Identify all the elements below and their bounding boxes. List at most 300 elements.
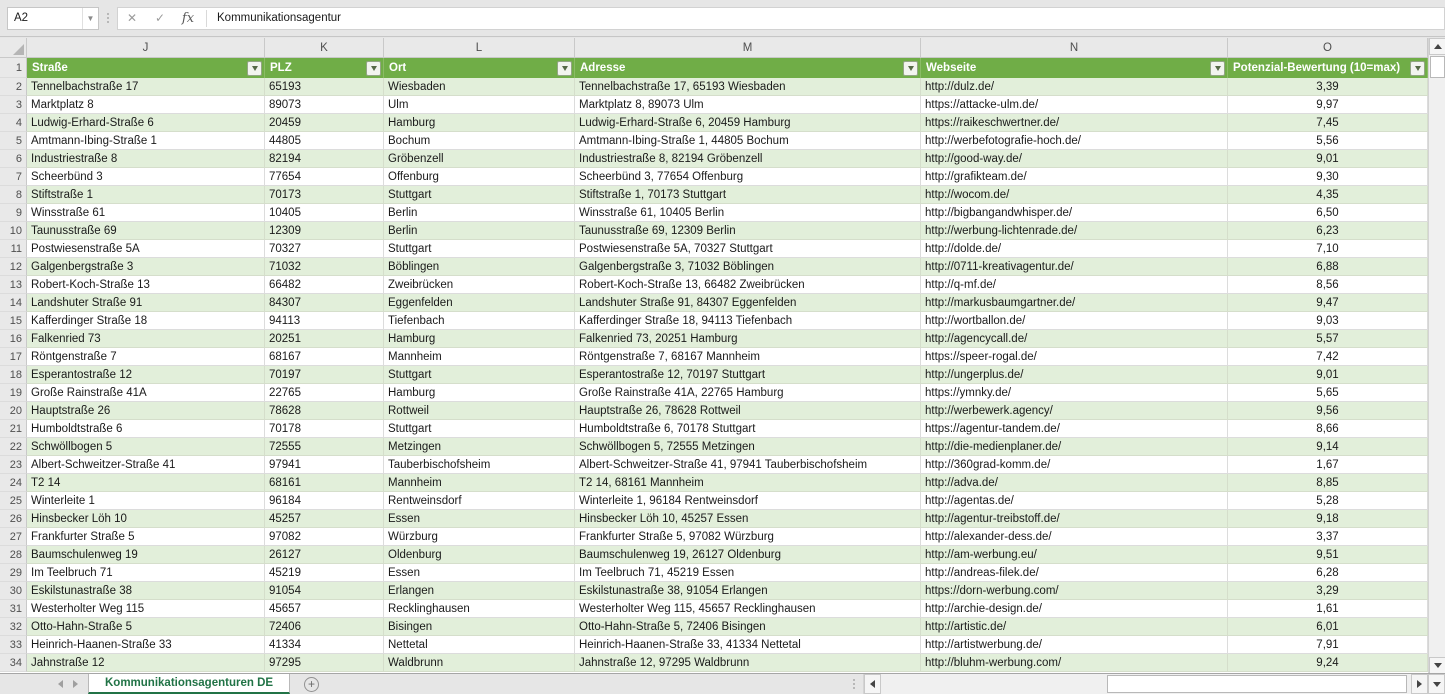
table-row xyxy=(0,384,1428,402)
row-header-20[interactable]: 20 xyxy=(0,402,27,420)
table-row xyxy=(0,546,1428,564)
cell-ort[interactable]: Rottweil xyxy=(384,402,575,420)
row-header-18[interactable]: 18 xyxy=(0,366,27,384)
horizontal-scrollbar-thumb[interactable] xyxy=(1107,675,1407,693)
cell-strasse[interactable]: Amtmann-Ibing-Straße 1 xyxy=(27,132,265,150)
row-header-26[interactable]: 26 xyxy=(0,510,27,528)
cell-strasse[interactable]: Westerholter Weg 115 xyxy=(27,600,265,618)
cell-plz[interactable]: 84307 xyxy=(265,294,384,312)
arrow-right-icon xyxy=(1417,680,1422,688)
scroll-up-button[interactable] xyxy=(1429,38,1445,55)
vertical-scrollbar[interactable] xyxy=(1428,38,1445,674)
scroll-down-button[interactable] xyxy=(1429,657,1445,674)
table-row xyxy=(0,474,1428,492)
cell-bewertung[interactable]: 5,56 xyxy=(1228,132,1428,150)
tab-bar-grip[interactable] xyxy=(853,674,855,694)
cell-plz[interactable]: 78628 xyxy=(265,402,384,420)
filter-arrow-icon xyxy=(562,66,568,71)
cell-webseite[interactable]: http://agentas.de/ xyxy=(921,492,1228,510)
cell-plz[interactable]: 20459 xyxy=(265,114,384,132)
cell-ort[interactable]: Hamburg xyxy=(384,384,575,402)
row-header-6[interactable]: 6 xyxy=(0,150,27,168)
cell-bewertung[interactable]: 6,50 xyxy=(1228,204,1428,222)
cell-strasse[interactable]: Falkenried 73 xyxy=(27,330,265,348)
column-header-O[interactable]: O xyxy=(1228,38,1428,58)
formula-bar-body xyxy=(117,7,1445,30)
cell-ort[interactable]: Erlangen xyxy=(384,582,575,600)
cell-adresse[interactable]: Humboldtstraße 6, 70178 Stuttgart xyxy=(575,420,921,438)
cell-plz[interactable]: 96184 xyxy=(265,492,384,510)
cell-strasse[interactable]: Albert-Schweitzer-Straße 41 xyxy=(27,456,265,474)
cell-adresse[interactable]: Winsstraße 61, 10405 Berlin xyxy=(575,204,921,222)
cell-webseite[interactable]: http://werbefotografie-hoch.de/ xyxy=(921,132,1228,150)
cell-bewertung[interactable]: 1,67 xyxy=(1228,456,1428,474)
table-header-cell[interactable] xyxy=(575,58,921,78)
cell-bewertung[interactable]: 7,42 xyxy=(1228,348,1428,366)
cell-adresse[interactable]: Schwöllbogen 5, 72555 Metzingen xyxy=(575,438,921,456)
cell-ort[interactable]: Würzburg xyxy=(384,528,575,546)
cell-webseite[interactable]: http://archie-design.de/ xyxy=(921,600,1228,618)
scroll-left-button[interactable] xyxy=(864,674,881,694)
cell-bewertung[interactable]: 7,10 xyxy=(1228,240,1428,258)
cell-strasse[interactable]: Im Teelbruch 71 xyxy=(27,564,265,582)
row-header-16[interactable]: 16 xyxy=(0,330,27,348)
cell-bewertung[interactable]: 3,39 xyxy=(1228,78,1428,96)
cell-ort[interactable]: Stuttgart xyxy=(384,186,575,204)
filter-dropdown-button[interactable] xyxy=(903,61,918,76)
horizontal-scrollbar-track[interactable] xyxy=(881,674,1411,694)
cell-webseite[interactable]: http://adva.de/ xyxy=(921,474,1228,492)
cell-ort[interactable]: Metzingen xyxy=(384,438,575,456)
cell-strasse[interactable]: Winterleite 1 xyxy=(27,492,265,510)
cell-webseite[interactable]: http://die-medienplaner.de/ xyxy=(921,438,1228,456)
column-header-J[interactable]: J xyxy=(27,38,265,58)
row-header-24[interactable]: 24 xyxy=(0,474,27,492)
cell-strasse[interactable]: Jahnstraße 12 xyxy=(27,654,265,672)
cell-bewertung[interactable]: 8,56 xyxy=(1228,276,1428,294)
table-row xyxy=(0,420,1428,438)
cell-adresse[interactable]: Postwiesenstraße 5A, 70327 Stuttgart xyxy=(575,240,921,258)
row-header-5[interactable]: 5 xyxy=(0,132,27,150)
scroll-down-corner-button[interactable] xyxy=(1428,674,1445,694)
row-header-9[interactable]: 9 xyxy=(0,204,27,222)
cell-bewertung[interactable]: 9,24 xyxy=(1228,654,1428,672)
cell-plz[interactable]: 70173 xyxy=(265,186,384,204)
cell-ort[interactable]: Mannheim xyxy=(384,348,575,366)
filter-dropdown-button[interactable] xyxy=(1410,61,1425,76)
row-header-27[interactable]: 27 xyxy=(0,528,27,546)
cell-strasse[interactable]: Baumschulenweg 19 xyxy=(27,546,265,564)
cell-adresse[interactable]: Hinsbecker Löh 10, 45257 Essen xyxy=(575,510,921,528)
cell-plz[interactable]: 20251 xyxy=(265,330,384,348)
cell-webseite[interactable]: https://dorn-werbung.com/ xyxy=(921,582,1228,600)
filter-dropdown-button[interactable] xyxy=(1210,61,1225,76)
cell-strasse[interactable]: Kafferdinger Straße 18 xyxy=(27,312,265,330)
row-header-11[interactable]: 11 xyxy=(0,240,27,258)
cell-strasse[interactable]: Große Rainstraße 41A xyxy=(27,384,265,402)
cell-webseite[interactable]: http://360grad-komm.de/ xyxy=(921,456,1228,474)
cell-bewertung[interactable]: 7,45 xyxy=(1228,114,1428,132)
cell-ort[interactable]: Rentweinsdorf xyxy=(384,492,575,510)
filter-dropdown-button[interactable] xyxy=(557,61,572,76)
cell-plz[interactable]: 72555 xyxy=(265,438,384,456)
cell-webseite[interactable]: http://agencycall.de/ xyxy=(921,330,1228,348)
cell-strasse[interactable]: Schwöllbogen 5 xyxy=(27,438,265,456)
cell-plz[interactable]: 41334 xyxy=(265,636,384,654)
cell-strasse[interactable]: Industriestraße 8 xyxy=(27,150,265,168)
cell-adresse[interactable]: Baumschulenweg 19, 26127 Oldenburg xyxy=(575,546,921,564)
cell-webseite[interactable]: http://wocom.de/ xyxy=(921,186,1228,204)
prev-sheet-icon[interactable] xyxy=(58,680,63,688)
cell-ort[interactable]: Stuttgart xyxy=(384,366,575,384)
row-header-29[interactable]: 29 xyxy=(0,564,27,582)
cell-plz[interactable]: 26127 xyxy=(265,546,384,564)
cell-bewertung[interactable]: 5,28 xyxy=(1228,492,1428,510)
cell-adresse[interactable]: Große Rainstraße 41A, 22765 Hamburg xyxy=(575,384,921,402)
cell-strasse[interactable]: Marktplatz 8 xyxy=(27,96,265,114)
cell-strasse[interactable]: Ludwig-Erhard-Straße 6 xyxy=(27,114,265,132)
cell-strasse[interactable]: Hauptstraße 26 xyxy=(27,402,265,420)
table-header-cell[interactable] xyxy=(27,58,265,78)
cell-strasse[interactable]: Röntgenstraße 7 xyxy=(27,348,265,366)
cell-adresse[interactable]: Tennelbachstraße 17, 65193 Wiesbaden xyxy=(575,78,921,96)
cell-adresse[interactable]: Im Teelbruch 71, 45219 Essen xyxy=(575,564,921,582)
filter-arrow-icon xyxy=(1415,66,1421,71)
row-header-25[interactable]: 25 xyxy=(0,492,27,510)
row-header-7[interactable]: 7 xyxy=(0,168,27,186)
cell-adresse[interactable]: Albert-Schweitzer-Straße 41, 97941 Tauberbischofsheim xyxy=(575,456,921,474)
cell-strasse[interactable]: Landshuter Straße 91 xyxy=(27,294,265,312)
table-row xyxy=(0,366,1428,384)
cell-webseite[interactable]: https://raikeschwertner.de/ xyxy=(921,114,1228,132)
table-row xyxy=(0,204,1428,222)
cell-plz[interactable]: 97941 xyxy=(265,456,384,474)
cell-bewertung[interactable]: 6,88 xyxy=(1228,258,1428,276)
cell-plz[interactable]: 71032 xyxy=(265,258,384,276)
filter-arrow-icon xyxy=(908,66,914,71)
row-header-30[interactable]: 30 xyxy=(0,582,27,600)
cell-adresse[interactable]: Kafferdinger Straße 18, 94113 Tiefenbach xyxy=(575,312,921,330)
row-header-34[interactable]: 34 xyxy=(0,654,27,672)
cell-plz[interactable]: 82194 xyxy=(265,150,384,168)
cell-strasse[interactable]: Hinsbecker Löh 10 xyxy=(27,510,265,528)
cell-webseite[interactable]: http://grafikteam.de/ xyxy=(921,168,1228,186)
cell-adresse[interactable]: Industriestraße 8, 82194 Gröbenzell xyxy=(575,150,921,168)
row-header-2[interactable]: 2 xyxy=(0,78,27,96)
cell-bewertung[interactable]: 6,28 xyxy=(1228,564,1428,582)
row-header-23[interactable]: 23 xyxy=(0,456,27,474)
cell-bewertung[interactable]: 3,29 xyxy=(1228,582,1428,600)
cell-strasse[interactable]: Stiftstraße 1 xyxy=(27,186,265,204)
row-header-15[interactable]: 15 xyxy=(0,312,27,330)
cell-adresse[interactable]: Röntgenstraße 7, 68167 Mannheim xyxy=(575,348,921,366)
cell-bewertung[interactable]: 1,61 xyxy=(1228,600,1428,618)
cell-adresse[interactable]: Landshuter Straße 91, 84307 Eggenfelden xyxy=(575,294,921,312)
cell-ort[interactable]: Bisingen xyxy=(384,618,575,636)
arrow-up-icon xyxy=(1434,44,1442,49)
cell-adresse[interactable]: Taunusstraße 69, 12309 Berlin xyxy=(575,222,921,240)
cell-ort[interactable]: Mannheim xyxy=(384,474,575,492)
cell-plz[interactable]: 97082 xyxy=(265,528,384,546)
cell-ort[interactable]: Eggenfelden xyxy=(384,294,575,312)
row-header-19[interactable]: 19 xyxy=(0,384,27,402)
row-header-22[interactable]: 22 xyxy=(0,438,27,456)
row-header-3[interactable]: 3 xyxy=(0,96,27,114)
cell-strasse[interactable]: Eskilstunastraße 38 xyxy=(27,582,265,600)
table-row xyxy=(0,618,1428,636)
cell-adresse[interactable]: Amtmann-Ibing-Straße 1, 44805 Bochum xyxy=(575,132,921,150)
cell-bewertung[interactable]: 7,91 xyxy=(1228,636,1428,654)
cell-adresse[interactable]: Westerholter Weg 115, 45657 Recklinghausen xyxy=(575,600,921,618)
cell-ort[interactable]: Essen xyxy=(384,564,575,582)
cell-webseite[interactable]: https://attacke-ulm.de/ xyxy=(921,96,1228,114)
cell-adresse[interactable]: Marktplatz 8, 89073 Ulm xyxy=(575,96,921,114)
cell-plz[interactable]: 97295 xyxy=(265,654,384,672)
cell-ort[interactable]: Berlin xyxy=(384,222,575,240)
column-header-K[interactable]: K xyxy=(265,38,384,58)
cell-ort[interactable]: Stuttgart xyxy=(384,240,575,258)
cell-ort[interactable]: Tauberbischofsheim xyxy=(384,456,575,474)
cell-ort[interactable]: Hamburg xyxy=(384,114,575,132)
cell-bewertung[interactable]: 9,30 xyxy=(1228,168,1428,186)
cell-webseite[interactable]: http://dolde.de/ xyxy=(921,240,1228,258)
cell-ort[interactable]: Berlin xyxy=(384,204,575,222)
filter-arrow-icon xyxy=(371,66,377,71)
cell-webseite[interactable]: http://ungerplus.de/ xyxy=(921,366,1228,384)
cell-ort[interactable]: Essen xyxy=(384,510,575,528)
cell-adresse[interactable]: Scheerbünd 3, 77654 Offenburg xyxy=(575,168,921,186)
filter-dropdown-button[interactable] xyxy=(366,61,381,76)
cell-adresse[interactable]: Eskilstunastraße 38, 91054 Erlangen xyxy=(575,582,921,600)
cell-bewertung[interactable]: 9,18 xyxy=(1228,510,1428,528)
formula-bar-grip xyxy=(99,7,117,30)
vertical-scrollbar-thumb[interactable] xyxy=(1430,56,1445,78)
cell-ort[interactable]: Nettetal xyxy=(384,636,575,654)
cell-strasse[interactable]: Winsstraße 61 xyxy=(27,204,265,222)
new-sheet-button[interactable]: + xyxy=(304,677,319,692)
cell-plz[interactable]: 72406 xyxy=(265,618,384,636)
cell-strasse[interactable]: Robert-Koch-Straße 13 xyxy=(27,276,265,294)
cell-strasse[interactable]: Humboldtstraße 6 xyxy=(27,420,265,438)
row-header-14[interactable]: 14 xyxy=(0,294,27,312)
cell-ort[interactable]: Stuttgart xyxy=(384,420,575,438)
row-header-31[interactable]: 31 xyxy=(0,600,27,618)
row-header-12[interactable]: 12 xyxy=(0,258,27,276)
row-header-17[interactable]: 17 xyxy=(0,348,27,366)
cell-ort[interactable]: Hamburg xyxy=(384,330,575,348)
table-header-cell[interactable] xyxy=(921,58,1228,78)
cell-webseite[interactable]: http://good-way.de/ xyxy=(921,150,1228,168)
column-header-L[interactable]: L xyxy=(384,38,575,58)
column-header-N[interactable]: N xyxy=(921,38,1228,58)
cell-bewertung[interactable]: 3,37 xyxy=(1228,528,1428,546)
cell-plz[interactable]: 70178 xyxy=(265,420,384,438)
cell-bewertung[interactable]: 6,01 xyxy=(1228,618,1428,636)
cell-strasse[interactable]: Otto-Hahn-Straße 5 xyxy=(27,618,265,636)
cell-webseite[interactable]: http://am-werbung.eu/ xyxy=(921,546,1228,564)
cell-ort[interactable]: Waldbrunn xyxy=(384,654,575,672)
cell-strasse[interactable]: Galgenbergstraße 3 xyxy=(27,258,265,276)
cell-webseite[interactable]: https://ymnky.de/ xyxy=(921,384,1228,402)
row-header-28[interactable]: 28 xyxy=(0,546,27,564)
table-row xyxy=(0,114,1428,132)
cell-ort[interactable]: Recklinghausen xyxy=(384,600,575,618)
cell-bewertung[interactable]: 9,03 xyxy=(1228,312,1428,330)
cell-bewertung[interactable]: 9,14 xyxy=(1228,438,1428,456)
cell-adresse[interactable]: Galgenbergstraße 3, 71032 Böblingen xyxy=(575,258,921,276)
table-row xyxy=(0,222,1428,240)
row-header-1[interactable]: 1 xyxy=(0,58,27,78)
table-row xyxy=(0,456,1428,474)
cell-webseite[interactable]: http://artistwerbung.de/ xyxy=(921,636,1228,654)
cell-adresse[interactable]: T2 14, 68161 Mannheim xyxy=(575,474,921,492)
cell-webseite[interactable]: http://agentur-treibstoff.de/ xyxy=(921,510,1228,528)
cell-bewertung[interactable]: 8,66 xyxy=(1228,420,1428,438)
insert-function-icon[interactable]: fx xyxy=(181,10,195,26)
cell-adresse[interactable]: Falkenried 73, 20251 Hamburg xyxy=(575,330,921,348)
cell-adresse[interactable]: Frankfurter Straße 5, 97082 Würzburg xyxy=(575,528,921,546)
cell-adresse[interactable]: Heinrich-Haanen-Straße 33, 41334 Nettetal xyxy=(575,636,921,654)
table-row xyxy=(0,564,1428,582)
cell-strasse[interactable]: Scheerbünd 3 xyxy=(27,168,265,186)
cell-plz[interactable]: 45257 xyxy=(265,510,384,528)
table-header-label: Webseite xyxy=(926,62,977,74)
cell-plz[interactable]: 70327 xyxy=(265,240,384,258)
formula-bar xyxy=(0,0,1445,37)
cell-webseite[interactable]: http://wortballon.de/ xyxy=(921,312,1228,330)
row-header-21[interactable]: 21 xyxy=(0,420,27,438)
cell-plz[interactable]: 68161 xyxy=(265,474,384,492)
cell-strasse[interactable]: Postwiesenstraße 5A xyxy=(27,240,265,258)
cell-bewertung[interactable]: 9,51 xyxy=(1228,546,1428,564)
cell-ort[interactable]: Offenburg xyxy=(384,168,575,186)
row-header-32[interactable]: 32 xyxy=(0,618,27,636)
cell-webseite[interactable]: http://bigbangandwhisper.de/ xyxy=(921,204,1228,222)
cell-ort[interactable]: Bochum xyxy=(384,132,575,150)
cell-webseite[interactable]: http://werbewerk.agency/ xyxy=(921,402,1228,420)
cell-webseite[interactable]: http://q-mf.de/ xyxy=(921,276,1228,294)
cell-adresse[interactable]: Esperantostraße 12, 70197 Stuttgart xyxy=(575,366,921,384)
cell-bewertung[interactable]: 9,01 xyxy=(1228,150,1428,168)
cell-webseite[interactable]: http://markusbaumgartner.de/ xyxy=(921,294,1228,312)
table-header-cell[interactable] xyxy=(265,58,384,78)
row-header-4[interactable]: 4 xyxy=(0,114,27,132)
cell-plz[interactable]: 94113 xyxy=(265,312,384,330)
cell-bewertung[interactable]: 9,01 xyxy=(1228,366,1428,384)
table-row xyxy=(0,132,1428,150)
filter-arrow-icon xyxy=(1215,66,1221,71)
name-box-dropdown-icon[interactable]: ▼ xyxy=(82,8,98,29)
name-box[interactable] xyxy=(7,7,99,30)
cell-ort[interactable]: Wiesbaden xyxy=(384,78,575,96)
cell-webseite[interactable]: https://agentur-tandem.de/ xyxy=(921,420,1228,438)
cell-ort[interactable]: Tiefenbach xyxy=(384,312,575,330)
cancel-icon[interactable]: ✕ xyxy=(126,11,138,25)
sheet-tab-label: Kommunikationsagenturen DE xyxy=(105,677,274,689)
cell-plz[interactable]: 45657 xyxy=(265,600,384,618)
cell-ort[interactable]: Zweibrücken xyxy=(384,276,575,294)
sheet-tab-active[interactable] xyxy=(88,674,290,694)
row-header-8[interactable]: 8 xyxy=(0,186,27,204)
cell-plz[interactable]: 70197 xyxy=(265,366,384,384)
row-header-10[interactable]: 10 xyxy=(0,222,27,240)
cell-plz[interactable]: 10405 xyxy=(265,204,384,222)
cell-webseite[interactable]: http://alexander-dess.de/ xyxy=(921,528,1228,546)
cell-adresse[interactable]: Ludwig-Erhard-Straße 6, 20459 Hamburg xyxy=(575,114,921,132)
table-row xyxy=(0,600,1428,618)
arrow-down-icon xyxy=(1434,663,1442,668)
cell-adresse[interactable]: Robert-Koch-Straße 13, 66482 Zweibrücken xyxy=(575,276,921,294)
cell-bewertung[interactable]: 8,85 xyxy=(1228,474,1428,492)
table-header-label: Straße xyxy=(32,62,68,74)
cell-adresse[interactable]: Jahnstraße 12, 97295 Waldbrunn xyxy=(575,654,921,672)
cell-strasse[interactable]: Tennelbachstraße 17 xyxy=(27,78,265,96)
cell-plz[interactable]: 89073 xyxy=(265,96,384,114)
next-sheet-icon[interactable] xyxy=(73,680,78,688)
cell-ort[interactable]: Oldenburg xyxy=(384,546,575,564)
scroll-right-button[interactable] xyxy=(1411,674,1428,694)
cell-adresse[interactable]: Hauptstraße 26, 78628 Rottweil xyxy=(575,402,921,420)
cell-plz[interactable]: 91054 xyxy=(265,582,384,600)
cell-webseite[interactable]: http://0711-kreativagentur.de/ xyxy=(921,258,1228,276)
table-header-cell[interactable] xyxy=(1228,58,1428,78)
cell-bewertung[interactable]: 5,57 xyxy=(1228,330,1428,348)
cell-plz[interactable]: 77654 xyxy=(265,168,384,186)
cell-strasse[interactable]: T2 14 xyxy=(27,474,265,492)
cell-strasse[interactable]: Esperantostraße 12 xyxy=(27,366,265,384)
cell-strasse[interactable]: Taunusstraße 69 xyxy=(27,222,265,240)
cell-adresse[interactable]: Winterleite 1, 96184 Rentweinsdorf xyxy=(575,492,921,510)
cell-ort[interactable]: Böblingen xyxy=(384,258,575,276)
filter-dropdown-button[interactable] xyxy=(247,61,262,76)
cell-bewertung[interactable]: 9,56 xyxy=(1228,402,1428,420)
cell-webseite[interactable]: http://andreas-filek.de/ xyxy=(921,564,1228,582)
horizontal-scrollbar[interactable] xyxy=(863,674,1428,694)
cell-webseite[interactable]: http://dulz.de/ xyxy=(921,78,1228,96)
cell-bewertung[interactable]: 5,65 xyxy=(1228,384,1428,402)
cell-bewertung[interactable]: 4,35 xyxy=(1228,186,1428,204)
cell-plz[interactable]: 66482 xyxy=(265,276,384,294)
cell-plz[interactable]: 45219 xyxy=(265,564,384,582)
cell-strasse[interactable]: Frankfurter Straße 5 xyxy=(27,528,265,546)
cell-ort[interactable]: Gröbenzell xyxy=(384,150,575,168)
select-all-corner[interactable] xyxy=(0,38,27,58)
cell-adresse[interactable]: Otto-Hahn-Straße 5, 72406 Bisingen xyxy=(575,618,921,636)
table-header-label: Potenzial-Bewertung (10=max) xyxy=(1233,62,1401,74)
cell-plz[interactable]: 22765 xyxy=(265,384,384,402)
cell-adresse[interactable]: Stiftstraße 1, 70173 Stuttgart xyxy=(575,186,921,204)
cell-plz[interactable]: 68167 xyxy=(265,348,384,366)
cell-bewertung[interactable]: 9,97 xyxy=(1228,96,1428,114)
cell-plz[interactable]: 65193 xyxy=(265,78,384,96)
cell-webseite[interactable]: https://speer-rogal.de/ xyxy=(921,348,1228,366)
cell-webseite[interactable]: http://werbung-lichtenrade.de/ xyxy=(921,222,1228,240)
cell-plz[interactable]: 12309 xyxy=(265,222,384,240)
cell-plz[interactable]: 44805 xyxy=(265,132,384,150)
cell-bewertung[interactable]: 6,23 xyxy=(1228,222,1428,240)
confirm-icon[interactable]: ✓ xyxy=(154,11,166,25)
formula-input[interactable]: Kommunikationsagentur xyxy=(217,12,342,24)
cell-webseite[interactable]: http://artistic.de/ xyxy=(921,618,1228,636)
cell-ort[interactable]: Ulm xyxy=(384,96,575,114)
cell-webseite[interactable]: http://bluhm-werbung.com/ xyxy=(921,654,1228,672)
cell-bewertung[interactable]: 9,47 xyxy=(1228,294,1428,312)
row-header-13[interactable]: 13 xyxy=(0,276,27,294)
column-header-M[interactable]: M xyxy=(575,38,921,58)
row-header-33[interactable]: 33 xyxy=(0,636,27,654)
table-header-cell[interactable] xyxy=(384,58,575,78)
cell-strasse[interactable]: Heinrich-Haanen-Straße 33 xyxy=(27,636,265,654)
